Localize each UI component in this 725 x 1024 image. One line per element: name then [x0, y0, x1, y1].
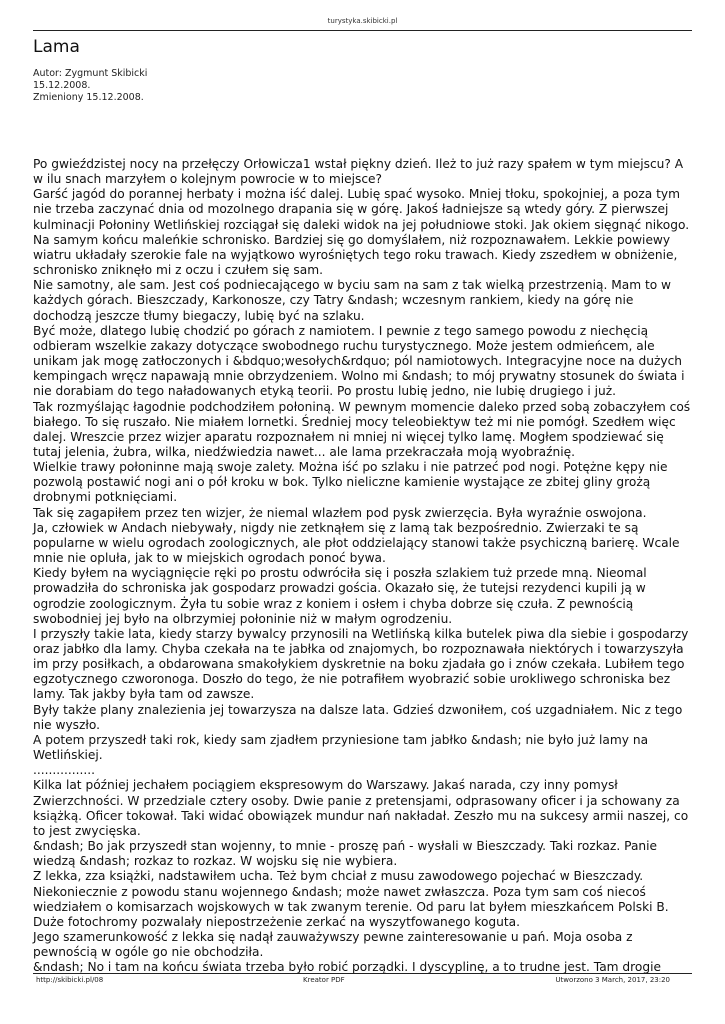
footer-generator: Kreator PDF [303, 976, 345, 984]
article-body [33, 157, 692, 975]
paragraph: &ndash; Bo jak przyszedł stan wojenny, to mnie - proszę pań - wysłali w Bieszczady. Taki rozkaz. Panie wiedzą &ndash; rozkaz to rozkaz. W wojsku się nie wybiera. [33, 839, 658, 869]
paragraph: &ndash; No i tam na końcu świata trzeba było robić porządki. I dyscyplinę, a to trudne jest. Tam drogie [33, 960, 661, 975]
paragraph: Garść jagód do porannej herbaty i można iść dalej. Lubię spać wysoko. Mniej tłoku, spokojniej, a poza tym nie trzeba zaczynać dnia od mozolnego drapania się w górę. Jakoś ładniejsze są wtedy góry. Z pierwszej kulminacji Połoniny Wetlińskiej rozciągał się daleki widok na jej południowe stoki. Jak okiem sięgnąć nikogo. Na samym końcu maleńkie schronisko. Bardziej się go domyślałem, niż rozpoznawałem. Lekkie powiewy wiatru układały szerokie fale na wyjątkowo wyrośniętych tego roku trawach. Kiedy zszedłem w obniżenie, schronisko zniknęło mi z oczu i czułem się sam. [33, 187, 690, 278]
section-separator: ................ [33, 763, 95, 778]
article-date: 15.12.2008. [33, 80, 91, 91]
paragraph: Tak rozmyślając łagodnie podchodziłem połoniną. W pewnym momencie daleko przed sobą zobaczyłem coś białego. To się ruszało. Nie miałem lornetki. Średniej mocy teleobiektyw też mi nie pomógł. Szedłem więc dalej. Wreszcie przez wizjer aparatu rozpoznałem ni mniej ni więcej tylko lamę. Mogłem spodziewać się tutaj jelenia, żubra, wilka, niedźwiedzia nawet... ale lama przekraczała moją wyobraźnię. [33, 399, 691, 459]
paragraph: Ja, człowiek w Andach niebywały, nigdy nie zetknąłem się z lamą tak bezpośrednio. Zwierzaki te są popularne w wielu ogrodach zoologicznych, ale płot oddzielający stanowi także psychiczną barierę. Wcale mnie nie opluła, jak to w miejskich ogrodach ponoć bywa. [33, 520, 680, 566]
article-modified: Zmieniony 15.12.2008. [33, 92, 144, 103]
paragraph: Kiedy byłem na wyciągnięcie ręki po prostu odwróciła się i poszła szlakiem tuż przede mną. Nieomal prowadziła do schroniska jak gospodarz prowadzi gościa. Okazało się, że tutejsi rezydenci kupili ją w ogrodzie zoologicznym. Żyła tu sobie wraz z koniem i osłem i chyba dobrze się czuła. Z pewnością swobodniej jej było na olbrzymiej połoninie niż w małym ogrodzeniu. [33, 566, 647, 626]
paragraph: Po gwieździstej nocy na przełęczy Orłowicza1 wstał piękny dzień. Ileż to już razy spałem w tym miejscu? A w ilu snach marzyłem o kolejnym powrocie w to miejsce? [33, 157, 684, 187]
header-site-url: turystyka.skibicki.pl [327, 17, 398, 25]
paragraph: Jego szamerunkowość z lekka się nadął zauważywszy pewne zainteresowanie u pań. Moja osoba z pewnością w ogóle go nie obchodziła. [33, 929, 633, 960]
article-meta [33, 68, 147, 104]
footer-url[interactable]: http://skibicki.pl/08 [36, 976, 104, 984]
paragraph: Były także plany znalezienia jej towarzysza na dalsze lata. Gdzieś dzwoniłem, coś uzgadniałem. Nic z tego nie wyszło. [33, 702, 683, 732]
paragraph: A potem przyszedł taki rok, kiedy sam zjadłem przyniesione tam jabłko &ndash; nie było już lamy na Wetlińskiej. [33, 732, 649, 763]
paragraph: Z lekka, zza książki, nadstawiłem ucha. Też bym chciał z musu zawodowego pojechać w Bieszczady. Niekoniecznie z powodu stanu wojennego &ndash; może nawet zwłaszcza. Poza tym sam coś niecoś wiedziałem o komisarzach wojskowych w tak zwanym terenie. Od paru lat byłem mieszkańcem Polski B. Duże fotochromy pozwalały niepostrzeżenie zerkać na wyszytfowanego koguta. [33, 869, 669, 929]
paragraph: Tak się zagapiłem przez ten wizjer, że niemal wlazłem pod pysk zwierzęcia. Była wyraźnie oswojona. [33, 505, 647, 520]
paragraph: Być może, dlatego lubię chodzić po górach z namiotem. I pewnie z tego samego powodu z niechęcią odbieram wszelkie zakazy dotyczące swobodnego ruchu turystycznego. Może jestem odmieńcem, ale unikam jak mogę zatłoczonych i &bdquo;wesołych&rdquo; pól namiotowych. Integracyjne noce na dużych kempingach wręcz napawają mnie obrzydzeniem. Wolno mi &ndash; to mój prywatny stosunek do świata i nie dorabiam do tego naładowanych etyką teorii. Po prostu lubię jedno, nie lubię drugiego i już. [33, 323, 685, 399]
paragraph: Nie samotny, ale sam. Jest coś podniecającego w byciu sam na sam z tak wielką przestrzenią. Mam to w każdych górach. Bieszczady, Karkonosze, czy Tatry &ndash; wczesnym rankiem, kiedy na górę nie dochodzą jeszcze tłumy biegaczy, lubię być na szlaku. [33, 278, 672, 323]
page-footer [33, 976, 692, 988]
article-title: Lama [33, 37, 80, 57]
paragraph: I przyszły takie lata, kiedy starzy bywalcy przynosili na Wetlińską kilka butelek piwa dla siebie i gospodarzy oraz jabłko dla lamy. Chyba czekała na te jabłka od znajomych, bo rozpoznawała niektórych i towarzyszyła im przy posiłkach, a obdarowana smakołykiem dyskretnie na boku zjadała go i znów czekała. Lubiłem tego egzotycznego czworonoga. Doszło do tego, że nie potrafiłem wyobrazić sobie urokliwego schroniska bez lamy. Tak jakby była tam od zawsze. [33, 626, 689, 702]
footer-created: Utworzono 3 March, 2017, 23:20 [555, 976, 670, 984]
article-author: Autor: Zygmunt Skibicki [33, 68, 148, 79]
footer-rule [33, 973, 692, 974]
paragraph: Kilka lat później jechałem pociągiem ekspresowym do Warszawy. Jakaś narada, czy inny pomysł Zwierzchności. W przedziale cztery osoby. Dwie panie z pretensjami, odprasowany oficer i ja schowany za książką. Oficer tokował. Taki widać obowiązek mundur nań nakładał. Zeszło mu na sukcesy armii naszej, co to jest zwycięska. [33, 778, 689, 838]
paragraph: Wielkie trawy połoninne mają swoje zalety. Można iść po szlaku i nie patrzeć pod nogi. Potężne kępy nie pozwolą postawić nogi ani o pół kroku w bok. Tylko nieliczne kamienie wystające ze zbitej gliny grożą drobnymi potknięciami. [33, 460, 668, 505]
header-rule [33, 30, 692, 31]
